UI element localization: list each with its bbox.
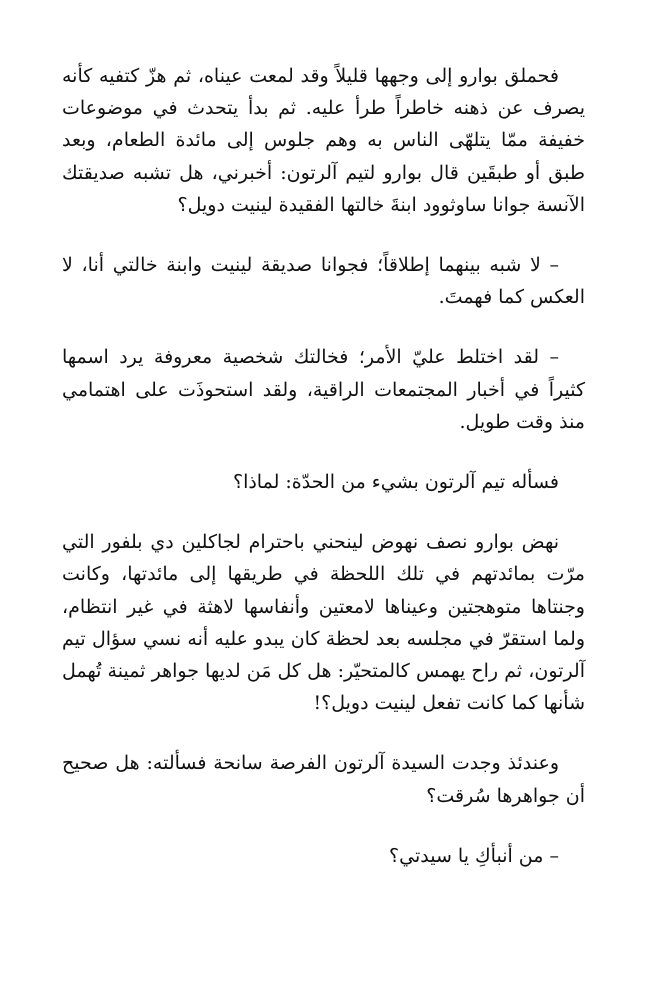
paragraph-3: – لقد اختلط عليّ الأمر؛ فخالتك شخصية معروفة يرد اسمها كثيراً في أخبار المجتمعات الراقية، ولقد استحوذَت على اهتمامي منذ وقت طويل.	[62, 346, 585, 433]
paragraph-1: فحملق بوارو إلى وجهها قليلاً وقد لمعت عيناه، ثم هزّ كتفيه كأنه يصرف عن ذهنه خاطراً طرأ عليه. ثم بدأ يتحدث في موضوعات خفيفة ممّا يتلهّى الناس به وهم جلوس إلى مائدة الطعام، وبعد طبق أو طبقَين قال بوارو لتيم آلرتون: أخبرني، هل تشبه صديقتك الآنسة جوانا ساوثوود ابنةَ خالتها الفقيدة لينيت دويل؟	[62, 65, 585, 216]
paragraph-7: – من أنبأكِ يا سيدتي؟	[389, 844, 559, 867]
paragraph-5: نهض بوارو نصف نهوض لينحني باحترام لجاكلين دي بلفور التي مرّت بمائدتهم في تلك اللحظة في طريقها إلى مائدتها، وكانت وجنتاها متوهجتين وعيناها لامعتين وأنفاسها لاهثة في غير انتظام، ولما استقرّ في مجلسه بعد لحظة كان يبدو عليه أنه نسي سؤال تيم آلرتون، ثم راح يهمس كالمتحيّر: هل كل مَن لديها جواهر ثمينة تُهمل شأنها كما كانت تفعل لينيت دويل؟!	[62, 531, 585, 715]
paragraph-4: فسأله تيم آلرتون بشيء من الحدّة: لماذا؟	[232, 471, 559, 494]
paragraph-6: وعندئذ وجدت السيدة آلرتون الفرصة سانحة فسألته: هل صحيح أن جواهرها سُرقت؟	[62, 752, 585, 807]
paragraph-2: – لا شبه بينهما إطلاقاً؛ فجوانا صديقة لينيت وابنة خالتي أنا، لا العكس كما فهمتَ.	[62, 254, 585, 309]
